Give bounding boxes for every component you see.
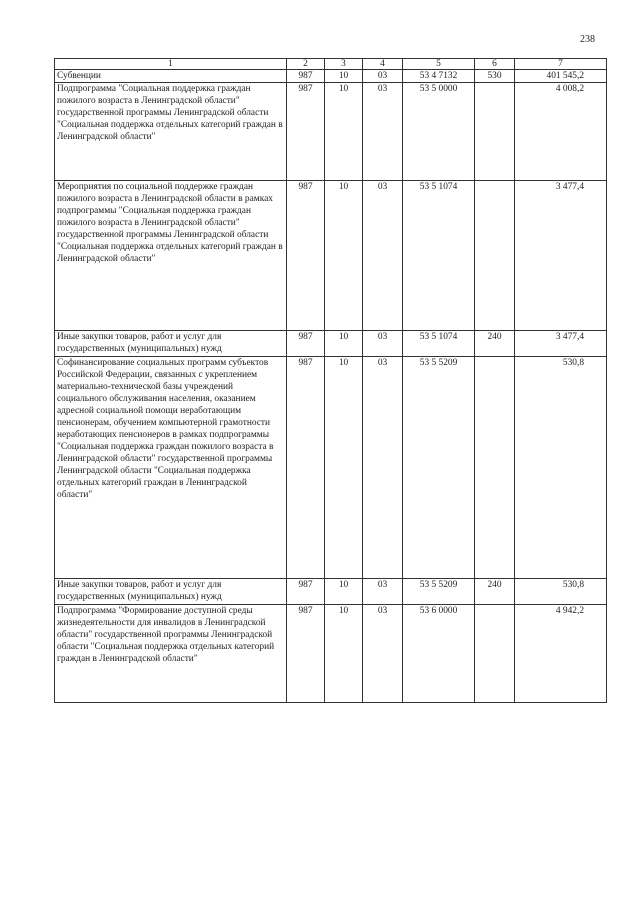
cell-ministry: 987 (287, 83, 325, 181)
cell-section: 10 (325, 605, 363, 703)
budget-table (54, 58, 607, 703)
header-cell: 3 (325, 59, 363, 70)
table-row (55, 357, 607, 579)
cell-amount: 4 942,2 (515, 605, 607, 703)
cell-section: 10 (325, 579, 363, 605)
table-row (55, 579, 607, 605)
cell-section: 10 (325, 331, 363, 357)
cell-amount: 3 477,4 (515, 331, 607, 357)
cell-subsection: 03 (363, 579, 403, 605)
header-cell: 4 (363, 59, 403, 70)
row-name: Софинансирование социальных программ субъектов Российской Федерации, связанных с укреплением материально-технической базы учреждений социального обслуживания населения, оказанием адресной социальной помощи неработающим пенсионерам, обучением компьютерной грамотности неработающих пенсионеров в рамках подпрограммы "Социальная поддержка граждан пожилого возраста в Ленинградской области" государственной программы Ленинградской области "Социальная поддержка отдельных категорий граждан в Ленинградской области" (55, 357, 287, 579)
cell-expense-type (475, 181, 515, 331)
cell-ministry: 987 (287, 579, 325, 605)
cell-ministry: 987 (287, 70, 325, 83)
cell-ministry: 987 (287, 357, 325, 579)
cell-amount: 4 008,2 (515, 83, 607, 181)
cell-expense-type (475, 83, 515, 181)
cell-ministry: 987 (287, 605, 325, 703)
cell-expense-type: 240 (475, 579, 515, 605)
cell-subsection: 03 (363, 605, 403, 703)
cell-target: 53 5 5209 (403, 579, 475, 605)
cell-expense-type: 240 (475, 331, 515, 357)
page-number: 238 (580, 34, 595, 45)
table-row (55, 70, 607, 83)
cell-expense-type: 530 (475, 70, 515, 83)
cell-amount: 3 477,4 (515, 181, 607, 331)
row-name: Субвенции (55, 70, 287, 83)
row-name: Иные закупки товаров, работ и услуг для государственных (муниципальных) нужд (55, 331, 287, 357)
cell-subsection: 03 (363, 70, 403, 83)
table-row (55, 331, 607, 357)
cell-section: 10 (325, 181, 363, 331)
table-row (55, 83, 607, 181)
cell-subsection: 03 (363, 331, 403, 357)
cell-section: 10 (325, 83, 363, 181)
cell-amount: 401 545,2 (515, 70, 607, 83)
row-name: Подпрограмма "Формирование доступной среды жизнедеятельности для инвалидов в Ленинградской области" государственной программы Ленинградской области "Социальная поддержка отдельных категорий граждан в Ленинградской области" (55, 605, 287, 703)
cell-target: 53 5 1074 (403, 181, 475, 331)
cell-target: 53 5 1074 (403, 331, 475, 357)
header-cell: 6 (475, 59, 515, 70)
cell-section: 10 (325, 357, 363, 579)
cell-amount: 530,8 (515, 579, 607, 605)
cell-target: 53 5 5209 (403, 357, 475, 579)
cell-subsection: 03 (363, 357, 403, 579)
cell-target: 53 4 7132 (403, 70, 475, 83)
row-name: Иные закупки товаров, работ и услуг для государственных (муниципальных) нужд (55, 579, 287, 605)
cell-subsection: 03 (363, 83, 403, 181)
cell-target: 53 6 0000 (403, 605, 475, 703)
cell-ministry: 987 (287, 181, 325, 331)
header-cell: 1 (55, 59, 287, 70)
header-cell: 7 (515, 59, 607, 70)
header-cell: 2 (287, 59, 325, 70)
cell-target: 53 5 0000 (403, 83, 475, 181)
table-row (55, 605, 607, 703)
row-name: Подпрограмма "Социальная поддержка граждан пожилого возраста в Ленинградской области" государственной программы Ленинградской области "Социальная поддержка отдельных категорий граждан в Ленинградской области" (55, 83, 287, 181)
header-cell: 5 (403, 59, 475, 70)
cell-expense-type (475, 357, 515, 579)
cell-amount: 530,8 (515, 357, 607, 579)
row-name: Мероприятия по социальной поддержке граждан пожилого возраста в Ленинградской области в рамках подпрограммы "Социальная поддержка граждан пожилого возраста в Ленинградской области" государственной программы Ленинградской области "Социальная поддержка отдельных категорий граждан в Ленинградской области" (55, 181, 287, 331)
cell-expense-type (475, 605, 515, 703)
cell-subsection: 03 (363, 181, 403, 331)
cell-ministry: 987 (287, 331, 325, 357)
table-row (55, 181, 607, 331)
header-row (55, 59, 607, 70)
cell-section: 10 (325, 70, 363, 83)
